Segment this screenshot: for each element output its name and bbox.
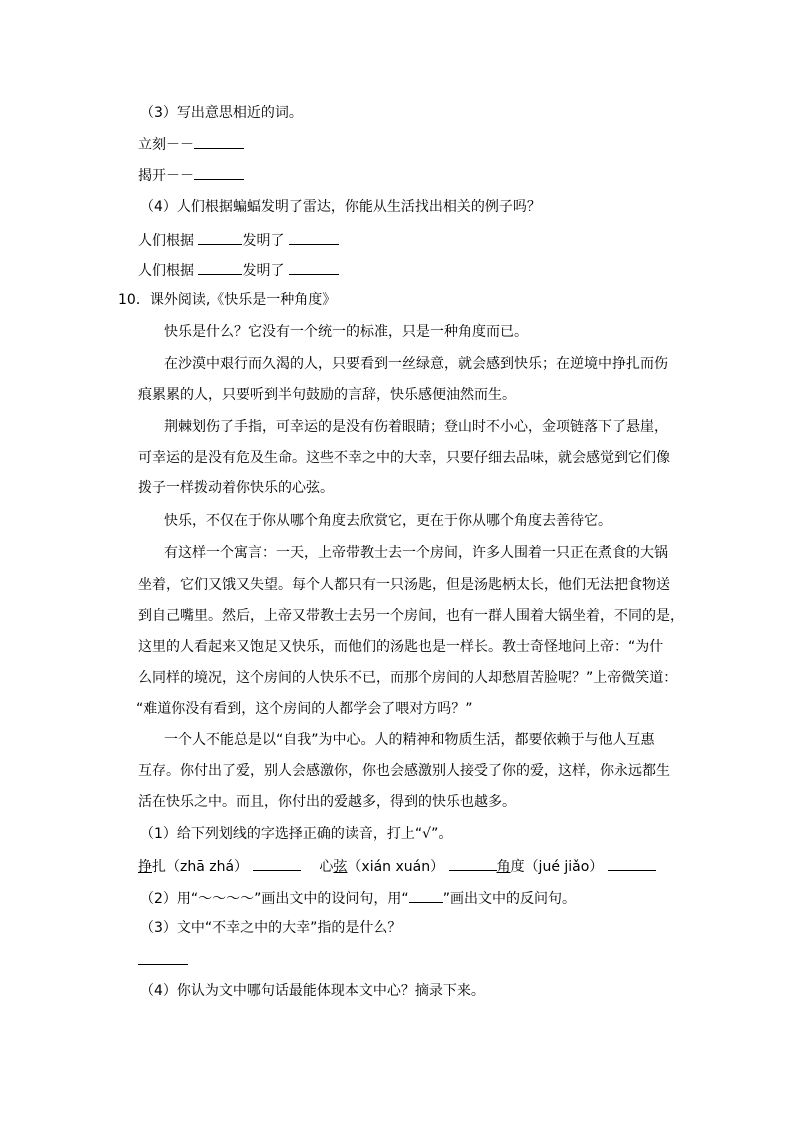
underlined-char: 角 [496,859,511,875]
answer-blank[interactable] [138,950,188,965]
passage-p5-line4: 这里的人看起来又饱足又快乐，而他们的汤匙也是一样长。教士奇怪地问上帝：“为什 [138,639,664,655]
wavy-line-mark: ～～～～ [198,891,255,907]
answer-blank[interactable] [194,134,244,149]
q10-sub4-title: （4）你认为文中哪句话最能体现本文中心？摘录下来。 [140,983,485,999]
passage-p2-line1: 在沙漠中艰行而久渴的人，只要看到一丝绿意，就会感到快乐；在逆境中挣扎而伤 [164,356,668,372]
passage-p5-line1: 有这样一个寓言：一天，上帝带教士去一个房间，许多人围着一只正在煮食的大锅 [164,545,668,561]
passage-p3-line2: 可幸运的是没有危及生命。这些不幸之中的大幸，只要仔细去品味，就会感觉到它们像 [138,450,670,466]
q10-sub1-options [138,856,656,876]
underlined-char: 挣 [138,859,152,875]
sub2-text-a: （2）用“ [140,891,199,907]
word-rest: 度 [510,859,525,875]
passage-p3-line3: 拨子一样拨动着你快乐的心弦。 [138,480,334,496]
q9-part4-line1 [138,230,339,250]
passage-p5-line2: 坐着，它们又饿又失望。每个人都只有一只汤匙，但是汤匙柄太长，他们无法把食物送 [138,577,670,593]
sub2-text-b: ”画出文中的设问句，用“ [254,891,409,907]
passage-p3-line1: 荆棘划伤了手指，可幸运的是没有伤着眼睛；登山时不小心，金项链落下了悬崖， [164,419,668,435]
pinyin-options: （xián xuán） [347,859,445,875]
q10-sub3-answer [138,950,188,970]
q9-part3-item1 [138,134,244,154]
q9-part4-title: （4）人们根据蝙蝠发明了雷达，你能从生活找出相关的例子吗？ [140,199,541,215]
q10-sub1-title: （1）给下列划线的字选择正确的读音，打上“√”。 [140,826,453,842]
q9-part4-line2 [138,260,339,280]
passage-p1: 快乐是什么？它没有一个统一的标准，只是一种角度而已。 [164,324,528,340]
passage-p5-line5: 么同样的境况，这个房间的人快乐不已，而那个房间的人却愁眉苦脸呢？”上帝微笑道： [138,670,678,686]
q10-heading: 10．课外阅读,《快乐是一种角度》 [118,292,337,308]
q9-part4-prefix: 人们根据 [138,233,194,249]
word-rest: 扎 [152,859,166,875]
q9-part3-item1-label: 立刻－－ [138,137,194,153]
q10-sub3-title: （3）文中“不幸之中的大幸”指的是什么？ [140,920,402,936]
answer-blank[interactable] [198,260,242,275]
passage-p6-line2: 互存。你付出了爱，别人会感激你，你也会感激别人接受了你的爱，这样，你永远都生 [138,763,670,779]
passage-p5-line6: “难道你没有看到，这个房间的人都学会了喂对方吗？” [136,701,473,717]
pinyin-options: （zhā zhá） [166,859,249,875]
word-pre: 心 [319,859,334,875]
answer-blank[interactable] [198,230,242,245]
passage-p6-line3: 活在快乐之中。而且，你付出的爱越多，得到的快乐也越多。 [138,794,516,810]
answer-blank[interactable] [194,165,244,180]
sub2-text-c: ”画出文中的反问句。 [442,891,576,907]
q9-part3-title: （3）写出意思相近的词。 [140,105,303,121]
q10-sub2-title [140,888,576,908]
straight-line-mark [409,888,443,903]
passage-p2-line2: 痕累累的人，只要听到半句鼓励的言辞，快乐感便油然而生。 [138,387,516,403]
pinyin-options: （jué jiǎo） [524,859,604,875]
answer-blank[interactable] [449,856,497,871]
q9-part3-item2-label: 揭开－－ [138,168,194,184]
answer-blank[interactable] [289,230,339,245]
passage-p5-line3: 到自己嘴里。然后，上帝又带教士去另一个房间，也有一群人围着大锅坐着，不同的是， [138,608,684,624]
q9-part4-middle: 发明了 [242,263,285,279]
passage-p6-line1: 一个人不能总是以“自我”为中心。人的精神和物质生活，都要依赖于与他人互惠 [164,732,655,748]
answer-blank[interactable] [608,856,656,871]
answer-blank[interactable] [289,260,339,275]
q9-part4-prefix: 人们根据 [138,263,194,279]
passage-p4: 快乐，不仅在于你从哪个角度去欣赏它，更在于你从哪个角度去善待它。 [164,513,612,529]
underlined-char: 弦 [333,859,348,875]
q9-part3-item2 [138,165,244,185]
q9-part4-middle: 发明了 [242,233,285,249]
answer-blank[interactable] [253,856,301,871]
